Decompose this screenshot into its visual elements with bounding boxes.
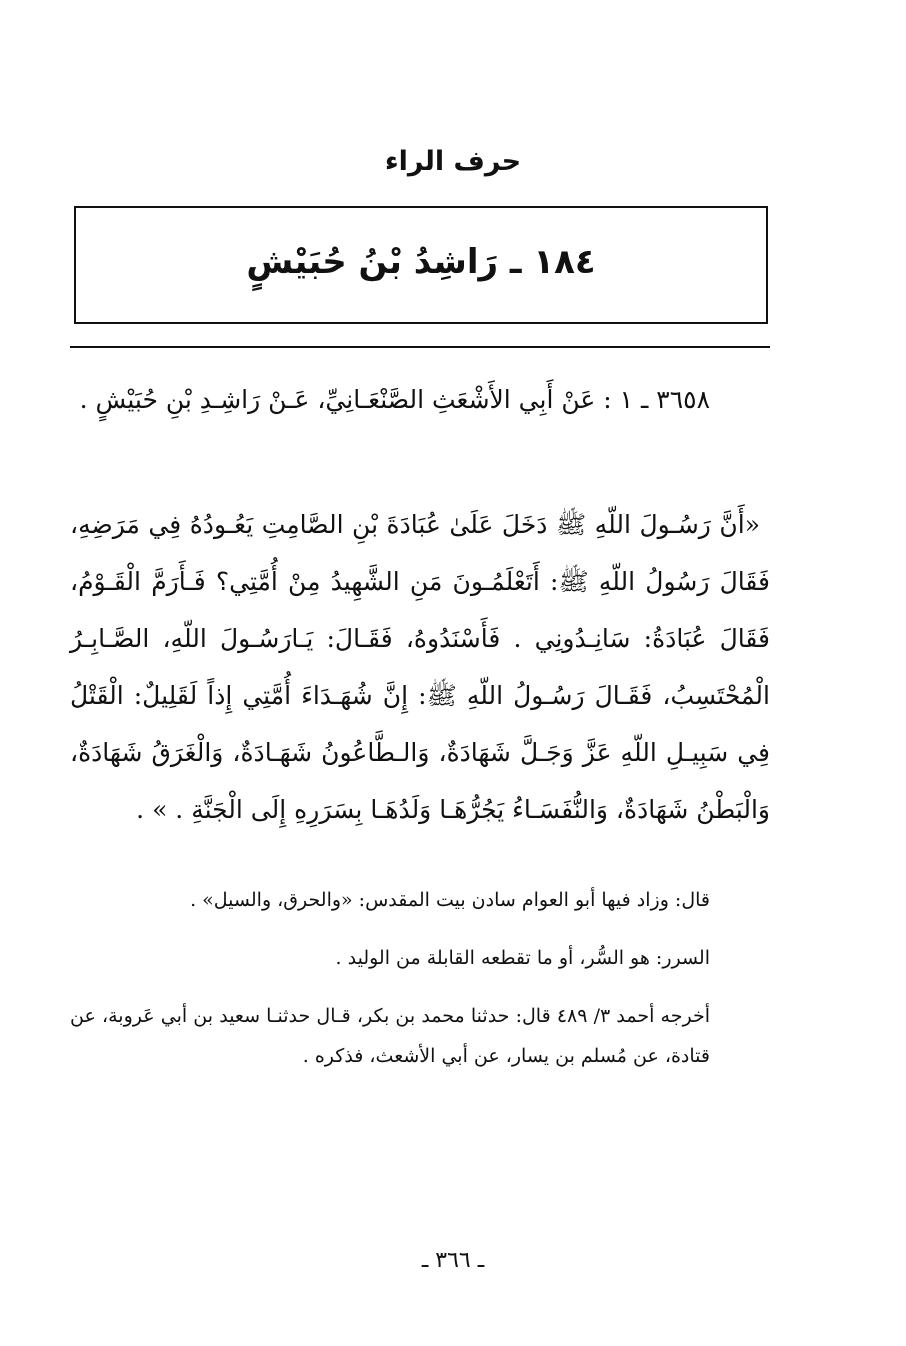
- footnote-addition: قال: وزاد فيها أبو العوام سادن بيت المقدس: «والحرق، والسيل» .: [190, 889, 710, 911]
- horizontal-rule: [70, 346, 770, 348]
- footnote-source: أخرجه أحمد ٣/ ٤٨٩ قال: حدثنا محمد بن بكر، قـال حدثنـا سعيد بن أبي عَروبة، عن قتادة، عن مُسلم بن يسار، عن أبي الأشعث، فذكره .: [70, 1005, 710, 1067]
- chapter-title-box: [74, 206, 768, 324]
- section-title: حرف الراء: [384, 146, 522, 177]
- hadith-text: «أَنَّ رَسُـولَ اللّهِ ﷺ دَخَلَ عَلَىٰ عُبَادَةَ بْنِ الصَّامِتِ يَعُـودُهُ فِي مَرَضِهِ، فَقَالَ رَسُولُ اللّهِ ﷺ: أَتَعْلَمُـونَ مَنِ الشَّهِيدُ مِنْ أُمَّتِي؟ فَـأَرَمَّ الْقَـوْمُ، فَقَالَ عُبَادَةُ: سَانِـدُونِي . فَأَسْنَدُوهُ، فَقَـالَ: يَـارَسُـولَ اللّهِ، الصَّـابِـرُ الْمُحْتَسِبُ، فَقَـالَ رَسُـولُ اللّهِ ﷺ: إِنَّ شُهَـدَاءَ أُمَّتِي إِذاً لَقَلِيلٌ: الْقَتْلُ فِي سَبِيـلِ اللّهِ عَزَّ وَجَـلَّ شَهَادَةٌ، وَالـطَّاعُونُ شَهَـادَةٌ، وَالْغَرَقُ شَهَادَةٌ، وَالْبَطْنُ شَهَادَةٌ، وَالنُّفَسَـاءُ يَجُرُّهَـا وَلَدُهَـا بِسَرَرِهِ إِلَى الْجَنَّةِ . » .: [70, 510, 770, 824]
- page-number: ـ ٣٦٦ ـ: [421, 1248, 485, 1273]
- hadith-chain: ٣٦٥٨ ـ ١ : عَنْ أَبِي الأَشْعَثِ الصَّنْعَـانِيِّ، عَـنْ رَاشِـدِ بْنِ حُبَيْشٍ .: [79, 385, 710, 414]
- footnote-definition: السرر: هو السُّر، أو ما تقطعه القابلة من الوليد .: [335, 947, 710, 969]
- chapter-title: ١٨٤ ـ رَاشِدُ بْنُ حُبَيْشٍ: [246, 242, 596, 282]
